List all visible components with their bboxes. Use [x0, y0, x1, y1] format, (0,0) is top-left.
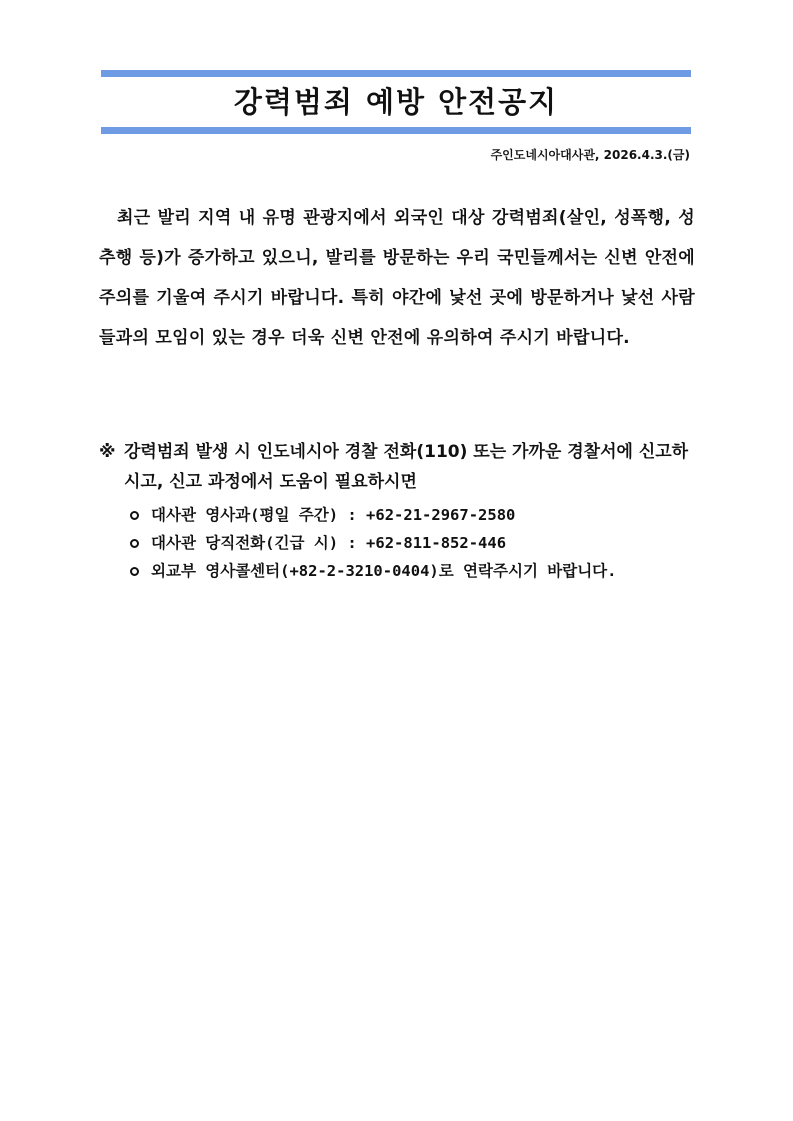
reporting-notice-text: 강력범죄 발생 시 인도네시아 경찰 전화(110) 또는 가까운 경찰서에 신고하시고, 신고 과정에서 도움이 필요하시면	[124, 442, 689, 492]
page-title: 강력범죄 예방 안전공지	[233, 85, 559, 119]
contact-item-label: 대사관 영사과(평일 주간) : +62-21-2967-2580	[151, 506, 516, 524]
contact-item-consular-section	[127, 501, 616, 529]
reporting-notice	[99, 437, 699, 497]
body-paragraph: 최근 발리 지역 내 유명 관광지에서 외국인 대상 강력범죄(살인, 성폭행, 성추행 등)가 증가하고 있으니, 발리를 방문하는 우리 국민들께서는 신변 안전에 주의를 기울여 주시기 바랍니다. 특히 야간에 낯선 곳에 방문하거나 낯선 사람들과의 모임이 있는 경우 더욱 신변 안전에 유의하여 주시기 바랍니다.	[99, 208, 695, 348]
hollow-circle-icon	[130, 539, 139, 548]
contact-item-label: 외교부 영사콜센터(+82-2-3210-0404)로 연락주시기 바랍니다.	[151, 562, 617, 580]
issuer-dateline: 주인도네시아대사관, 2026.4.3.(금)	[490, 148, 690, 162]
contact-item-call-center	[127, 557, 616, 585]
reference-mark-icon: ※	[99, 442, 116, 462]
hollow-circle-icon	[130, 511, 139, 520]
title-rule-bottom	[101, 127, 691, 134]
contact-item-duty-phone	[127, 529, 616, 557]
contact-list	[127, 501, 616, 585]
contact-item-label: 대사관 당직전화(긴급 시) : +62-811-852-446	[151, 534, 507, 552]
title-rule-top	[101, 70, 691, 77]
hollow-circle-icon	[130, 567, 139, 576]
